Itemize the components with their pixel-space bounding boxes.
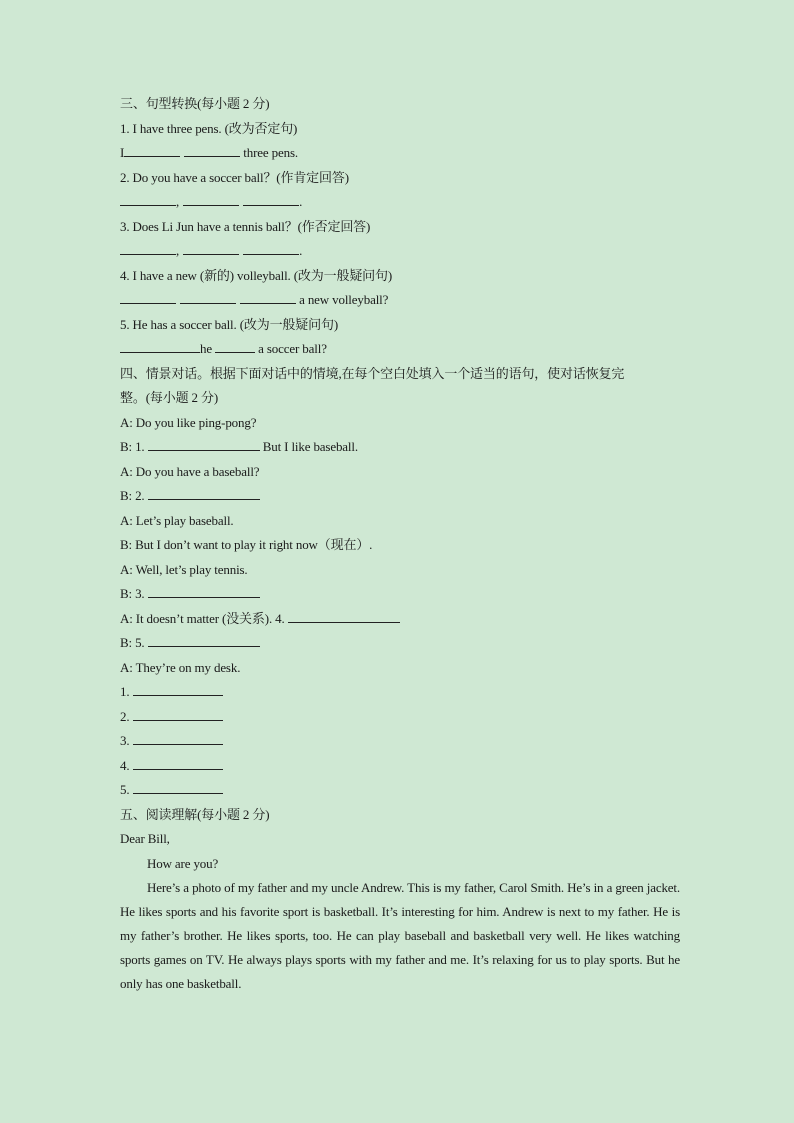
section-4-title-cont: 整。(每小题 2 分) — [120, 390, 219, 405]
answer-blank[interactable] — [120, 193, 176, 206]
section-3-title: 三、句型转换(每小题 2 分) — [120, 96, 270, 111]
dialogue-line: A: Do you like ping-pong? — [120, 414, 257, 430]
answer-blank[interactable] — [124, 144, 180, 157]
answer-blank[interactable] — [183, 242, 239, 255]
answer-blank[interactable] — [120, 291, 176, 304]
dialogue-line: A: Well, let’s play tennis. — [120, 561, 248, 577]
answer-blank[interactable] — [120, 242, 176, 255]
letter-greeting: Dear Bill, — [120, 831, 170, 846]
answer-3-5: he a soccer ball? — [120, 337, 680, 362]
question-3-3: 3. Does Li Jun have a tennis ball？(作否定回答) — [120, 218, 371, 234]
answer-blank[interactable] — [148, 634, 260, 647]
section-4-title: 四、情景对话。根据下面对话中的情境,在每个空白处填入一个适当的语句，使对话恢复完 — [120, 365, 625, 381]
answer-blank[interactable] — [133, 757, 223, 770]
answer-line: 1. — [120, 680, 680, 705]
answer-blank[interactable] — [240, 291, 296, 304]
question-3-5: 5. He has a soccer ball. (改为一般疑问句) — [120, 316, 339, 332]
answer-line: 4. — [120, 754, 680, 779]
worksheet — [120, 92, 680, 996]
answer-3-3: , . — [120, 239, 680, 264]
answer-blank[interactable] — [133, 708, 223, 721]
dialogue-line: A: Do you have a baseball? — [120, 463, 260, 479]
dialogue-line: B: 5. — [120, 631, 680, 656]
answer-blank[interactable] — [148, 487, 260, 500]
answer-blank[interactable] — [133, 732, 223, 745]
dialogue-line: B: 1. But I like baseball. — [120, 439, 358, 454]
answer-line: 5. — [120, 778, 680, 803]
question-3-4: 4. I have a new (新的) volleyball. (改为一般疑问句) — [120, 267, 393, 283]
answer-blank[interactable] — [148, 585, 260, 598]
section-5-title: 五、阅读理解(每小题 2 分) — [120, 806, 270, 822]
answer-blank[interactable] — [133, 683, 223, 696]
question-3-2: 2. Do you have a soccer ball？(作肯定回答) — [120, 169, 349, 185]
question-3-1: 1. I have three pens. (改为否定句) — [120, 120, 298, 136]
dialogue-line: A: They’re on my desk. — [120, 659, 241, 675]
answer-blank[interactable] — [288, 610, 400, 623]
dialogue-line: B: But I don’t want to play it right now（现在）. — [120, 537, 373, 552]
answer-3-4: a new volleyball? — [120, 288, 680, 313]
answer-blank[interactable] — [120, 340, 200, 353]
answer-3-1: I three pens. — [120, 145, 298, 160]
letter-opening: How are you? — [147, 855, 219, 871]
answer-blank[interactable] — [215, 340, 255, 353]
dialogue-line: A: Let’s play baseball. — [120, 512, 234, 528]
dialogue-line: B: 2. — [120, 484, 680, 509]
answer-blank[interactable] — [183, 193, 239, 206]
answer-blank[interactable] — [184, 144, 240, 157]
answer-3-2: , . — [120, 190, 680, 215]
answer-blank[interactable] — [148, 438, 260, 451]
answer-blank[interactable] — [133, 781, 223, 794]
answer-blank[interactable] — [180, 291, 236, 304]
answer-blank[interactable] — [243, 193, 299, 206]
answer-blank[interactable] — [243, 242, 299, 255]
dialogue-line: B: 3. — [120, 582, 680, 607]
letter-body: Here’s a photo of my father and my uncle Andrew. This is my father, Carol Smith. He’s in a green jacket. He likes sports and his favorite sport is basketball. It’s interesting for him. Andrew is next to my father. He is my father’s brother. He likes sports, too. He can play baseball and basketball very well. He likes watching sports games on TV. He always plays sports with my father and me. It’s relaxing for us to play sports. But he only has one basketball. — [120, 880, 680, 991]
answer-line: 2. — [120, 705, 680, 730]
dialogue-line: A: It doesn’t matter (没关系). 4. — [120, 607, 680, 632]
answer-line: 3. — [120, 729, 680, 754]
